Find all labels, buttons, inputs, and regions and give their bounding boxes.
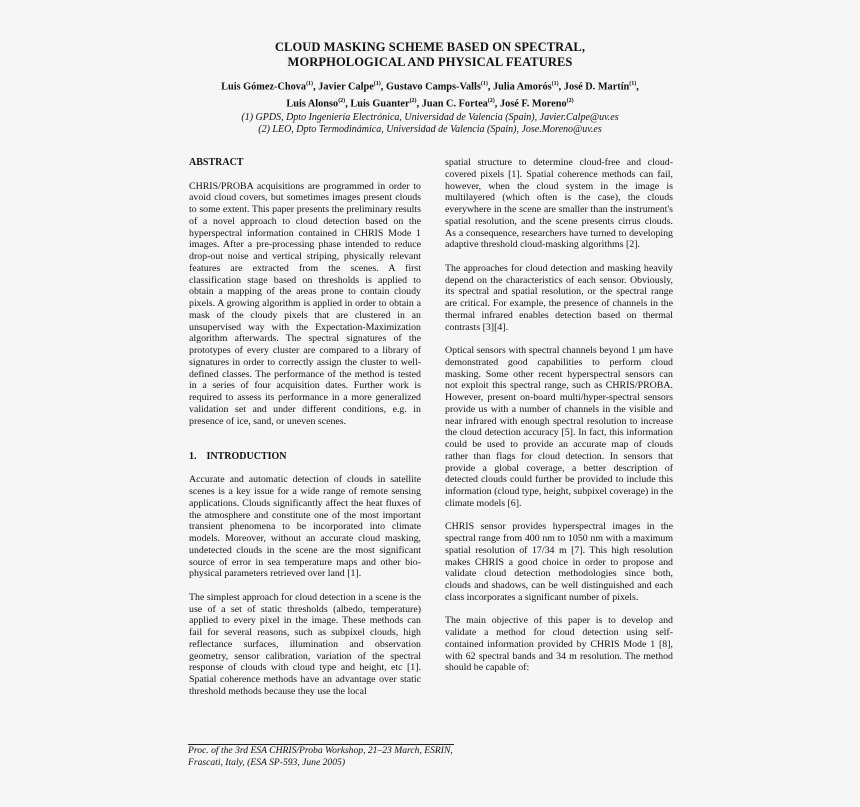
- author: Javier Calpe: [318, 81, 374, 93]
- author: José D. Martín: [563, 81, 630, 93]
- author: Julia Amorós: [493, 81, 552, 93]
- author-separator: ,: [313, 81, 319, 93]
- author-separator: ,: [494, 98, 500, 110]
- footnote-line-2: Frascati, Italy, (ESA SP-593, June 2005): [188, 757, 346, 768]
- author-affil-mark: (2): [338, 98, 346, 105]
- author: Luis Alonso: [286, 98, 339, 110]
- author: Gustavo Camps-Valls: [385, 81, 481, 93]
- author: José F. Moreno: [499, 98, 567, 110]
- author-affil-mark: (1): [629, 81, 637, 87]
- author-list: [180, 77, 680, 112]
- title-line-2: MORPHOLOGICAL AND PHYSICAL FEATURES: [287, 55, 573, 69]
- title-line-1: CLOUD MASKING SCHEME BASED ON SPECTRAL,: [274, 40, 586, 54]
- author-separator: ,: [558, 81, 564, 93]
- footnote-line-1: Proc. of the 3rd ESA CHRIS/Proba Workshop, 21–23 March, ESRIN,: [188, 745, 453, 756]
- author-affil-mark: (1): [373, 81, 381, 87]
- body-paragraph: Accurate and automatic detection of clouds in satellite scenes is a key issue for a wide range of remote sensing applications. Clouds significantly affect the heat fluxes of the atmosphere and constitute one of the most important transient phenomena to be incorporated into climate models. Moreover, without an accurate cloud masking, undetected clouds in the scene are the most significant source of error in sea temperature maps and other bio-physical parameters retrieved over land [1].: [189, 474, 421, 580]
- author-affil-mark: (1): [551, 81, 559, 87]
- body-paragraph: The simplest approach for cloud detection in a scene is the use of a set of static thresholds (albedo, temperature) applied to every pixel in the image. These methods can fail for several reasons, such as subpixel clouds, high reflectance surfaces, illumination and observation geometry, sensor calibration, variation of the spectral response of clouds with cloud type and height, etc [1]. Spatial coherence methods have an advantage over static threshold methods because they use the local: [189, 591, 421, 697]
- author-line-1: [180, 77, 680, 94]
- body-paragraph: The approaches for cloud detection and masking heavily depend on the characteristics of each sensor. Obviously, its spectral and spatial resolution, or the spectral range are critical. For example, the presence of channels in the thermal infrared enables detection based on thermal contrasts [3][4].: [445, 262, 673, 333]
- author-affil-mark: (1): [306, 81, 314, 87]
- right-column: [445, 157, 673, 686]
- affiliations: [180, 112, 680, 136]
- author-affil-mark: (2): [566, 98, 574, 105]
- body-paragraph: The main objective of this paper is to develop and validate a method for cloud detection using self-contained information provided by CHRIS Mode 1 [8], with 62 spectral bands and 34 m resolution. The method should be capable of:: [445, 615, 673, 674]
- author-separator: ,: [380, 81, 386, 93]
- author: Luis Guanter: [350, 98, 410, 110]
- affiliation-1: (1) GPDS, Dpto Ingeniería Electrónica, Universidad de Valencia (Spain), Javier.Calpe@uv.es: [241, 112, 619, 123]
- author-affil-mark: (2): [487, 98, 495, 105]
- affiliation-2: (2) LEO, Dpto Termodinámica, Universidad de Valencia (Spain), Jose.Moreno@uv.es: [258, 124, 602, 135]
- author: Luis Gómez-Chova: [221, 81, 307, 93]
- body-paragraph: spatial structure to determine cloud-free and cloud-covered pixels [1]. Spatial coherence methods can fail, however, when the cloud system in the image is multilayered (which often is the case), the clouds everywhere in the scene are smaller than the instrument's spatial resolution, and the scene presents cirrus clouds. As a consequence, researchers have turned to developing adaptive threshold cloud-masking algorithms [2].: [445, 157, 673, 251]
- body-paragraph: Optical sensors with spectral channels beyond 1 μm have demonstrated good capabilities to perform cloud masking. Some other recent hyperspectral sensors can not exploit this spectral range, such as CHRIS/PROBA. However, present on-board multi/hyper-spectral sensors provide us with a number of channels in the visible and near infrared with enough spectral resolution to increase the cloud detection accuracy [5]. In fact, this information could be used to provide an accurate map of clouds rather than flags for cloud detection. In sensors that provide a global coverage, a better description of detected clouds could further be provided to include this information (cloud type, height, subpixel coverage) in the climate models [6].: [445, 345, 673, 509]
- paper-title: [180, 40, 680, 70]
- abstract-text: CHRIS/PROBA acquisitions are programmed in order to avoid cloud covers, but sometimes images present clouds to some extent. This paper presents the preliminary results of a novel approach to cloud detection based on the hyperspectral information contained in CHRIS Mode 1 images. After a pre-processing phase intended to reduce drop-out noise and vertical striping, physically relevant features are extracted from the scenes. A first classification stage based on thresholds is applied to obtain a mapping of the areas prone to contain cloudy pixels. A growing algorithm is applied in order to obtain a mask of the cloudy pixels that are clustered in an unsupervised way with the Expectation-Maximization algorithm afterwards. The spectral signatures of the prototypes of every cluster are compared to a library of signatures in order to correctly assign the cluster to well-defined classes. The performance of the method is tested in a series of four acquisition dates. Further work is required to assess its performance in a more generalized validation set and under different conditions, e.g. in presence of ice, sand, or uneven scenes.: [189, 180, 421, 427]
- author-separator: ,: [345, 98, 351, 110]
- abstract-heading: ABSTRACT: [189, 157, 244, 168]
- author-separator: ,: [636, 81, 639, 93]
- author-separator: ,: [487, 81, 493, 93]
- body-paragraph: CHRIS sensor provides hyperspectral images in the spectral range from 400 nm to 1050 nm with a maximum spatial resolution of 17/34 m [7]. This high resolution makes CHRIS a good choice in order to propose and validate cloud detection methodologies since both, clouds and shadows, can be well distinguished and each class incorporates a significant number of pixels.: [445, 521, 673, 603]
- author: Juan C. Fortea: [421, 98, 488, 110]
- author-separator: ,: [416, 98, 422, 110]
- footnote: [188, 745, 508, 769]
- introduction-heading: 1. INTRODUCTION: [189, 450, 287, 462]
- author-affil-mark: (1): [480, 81, 488, 87]
- author-line-2: [180, 94, 680, 111]
- left-column: [189, 157, 421, 709]
- author-affil-mark: (2): [409, 98, 417, 105]
